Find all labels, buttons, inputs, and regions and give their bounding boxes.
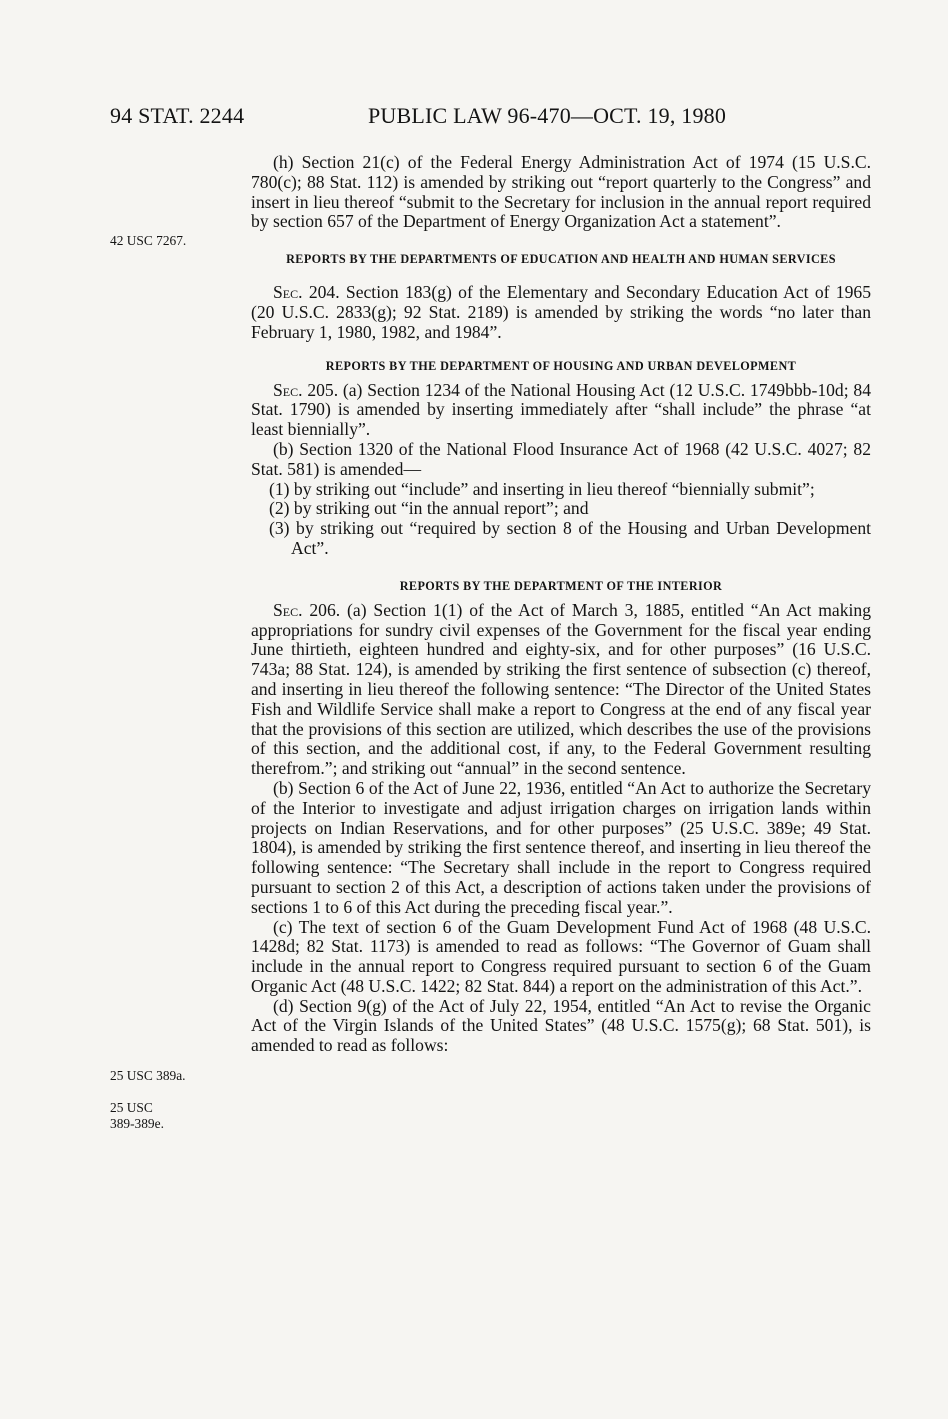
list-item-1: (1) by striking out “include” and inserting in lieu thereof “biennially submit”; [269, 478, 815, 499]
page-header [110, 103, 750, 139]
section-204 [251, 283, 871, 342]
margin-note-25-usc-389a: 25 USC 389a. [110, 1068, 186, 1083]
section-206d: (d) Section 9(g) of the Act of July 22, 1954, entitled “An Act to revise the Organic Act of the Virgin Islands of the United States” (48 U.S.C. 1575(g); 68 Stat. 501), is amended to read as follows: [251, 995, 871, 1056]
margin-note-25-usc-389-389e [110, 1100, 164, 1131]
section-text: 204. Section 183(g) of the Elementary and Secondary Education Act of 1965 (20 U.S.C. 2833(g); 92 Stat. 2189) is amended by striking the words “no later than February 1, 1980, 1982, and 1984”. [251, 282, 871, 342]
margin-note-line-2: 389-389e. [110, 1115, 164, 1131]
section-205b: (b) Section 1320 of the National Flood Insurance Act of 1968 (42 U.S.C. 4027; 82 Stat. 581) is amended— [251, 438, 871, 479]
document-body [251, 153, 871, 1056]
heading-education-hhs: REPORTS BY THE DEPARTMENTS OF EDUCATION AND HEALTH AND HUMAN SERVICES [286, 252, 836, 267]
heading-interior: REPORTS BY THE DEPARTMENT OF THE INTERIOR [399, 578, 723, 593]
statute-page-number: 94 STAT. 2244 [110, 103, 245, 128]
section-text: 205. (a) Section 1234 of the National Housing Act (12 U.S.C. 1749bbb-10d; 84 Stat. 1790) is amended by inserting immediately after “shall include” the phrase “at least biennially”. [251, 379, 871, 440]
section-label: Sec. [273, 599, 303, 620]
section-205a [251, 381, 871, 440]
section-206a [251, 601, 871, 779]
section-206c: (c) The text of section 6 of the Guam Development Fund Act of 1968 (48 U.S.C. 1428d; 82 Stat. 1173) is amended to read as follows: “The Governor of Guam shall include in the annual report to Congress required pursuant to section 6 of the Guam Organic Act (48 U.S.C. 1422; 82 Stat. 844) a report on the administration of this Act.”. [251, 916, 871, 996]
list-item-2: (2) by striking out “in the annual report”; and [269, 498, 589, 519]
section-206b: (b) Section 6 of the Act of June 22, 1936, entitled “An Act to authorize the Secretary of the Interior to investigate and adjust irrigation charges on irrigation lands within projects on Indian Reservations, and for other purposes” (25 U.S.C. 389e; 49 Stat. 1804), is amended by striking the first sentence thereof, and inserting in lieu thereof the following sentence: “The Secretary shall include in the report to Congress required pursuant to section 2 of this Act, a description of actions taken under the provisions of sections 1 to 6 of this Act during the preceding fiscal year.”. [251, 777, 871, 917]
margin-note-42-usc-7267: 42 USC 7267. [110, 233, 187, 248]
section-label: Sec. [273, 282, 303, 303]
list-item-3: (3) by striking out “required by section 8 of the Housing and Urban Development Act”. [269, 518, 871, 558]
section-text: 206. (a) Section 1(1) of the Act of March 3, 1885, entitled “An Act making appropriations for sundry civil expenses of the Government for the fiscal year ending June thirtieth, eighteen hundred and eighty-six, and for other purposes” (16 U.S.C. 743a; 88 Stat. 124), is amended by striking the first sentence of subsection (c) thereof, and inserting in lieu thereof the following sentence: “The Director of the United States Fish and Wildlife Service shall make a report to Congress at the end of any fiscal year that the provisions of this section are utilized, which describes the use of the provisions of this section, and the additional cost, if any, to the Federal Government resulting therefrom.”; and striking out “annual” in the second sentence. [251, 599, 871, 779]
heading-housing-urban-development: REPORTS BY THE DEPARTMENT OF HOUSING AND URBAN DEVELOPMENT [325, 358, 797, 373]
paragraph-h: (h) Section 21(c) of the Federal Energy Administration Act of 1974 (15 U.S.C. 780(c); 88 Stat. 112) is amended by striking out “report quarterly to the Congress” and insert in lieu thereof “submit to the Secretary for inclusion in the annual report required by section 657 of the Department of Energy Organization Act a statement”. [251, 152, 871, 232]
section-label: Sec. [273, 379, 303, 400]
public-law-title: PUBLIC LAW 96-470—OCT. 19, 1980 [368, 103, 727, 128]
margin-note-line-1: 25 USC [110, 1100, 153, 1115]
